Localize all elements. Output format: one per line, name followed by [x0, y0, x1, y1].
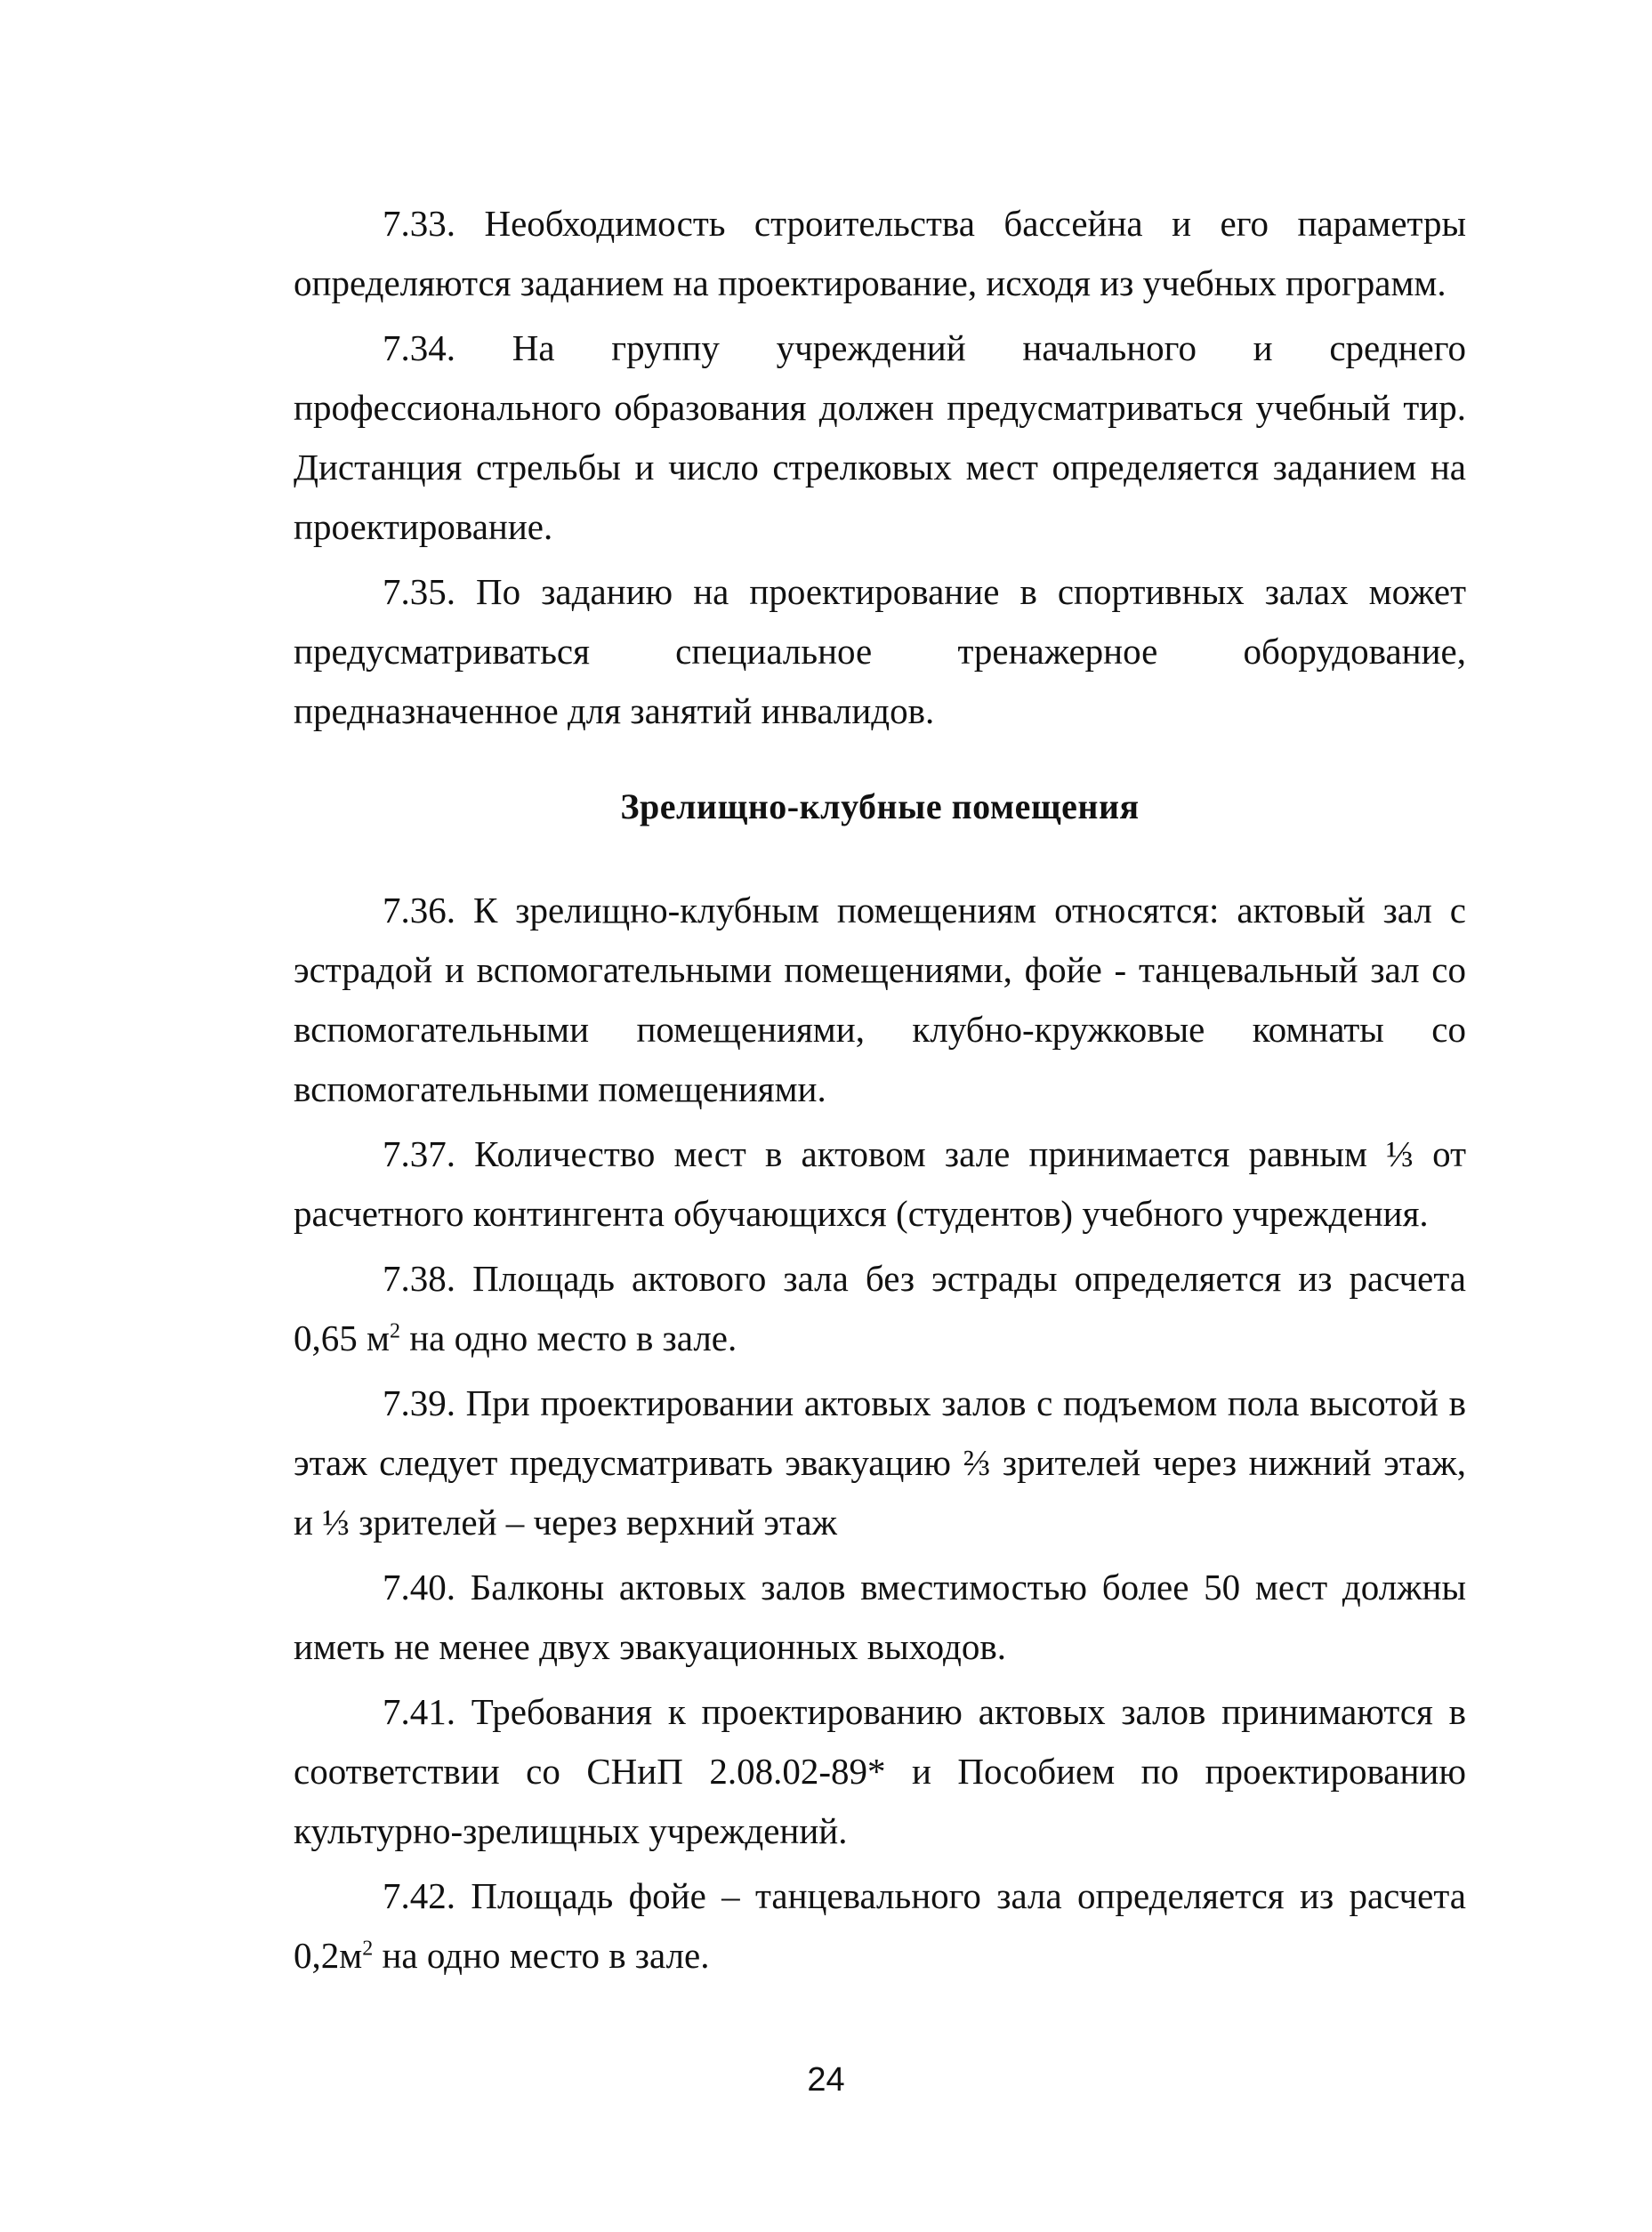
paragraph-7-34: 7.34. На группу учреждений начального и среднего профессионального образования должен предусматриваться учебный тир. Дистанция стрельбы и число стрелковых мест определяется заданием на проектирование.	[294, 327, 1466, 547]
paragraph-7-33: 7.33. Необходимость строительства бассейна и его параметры определяются заданием на проектирование, исходя из учебных программ.	[294, 203, 1466, 303]
page-content	[294, 194, 1466, 1986]
paragraph-7-38-tail: на одно место в зале.	[399, 1317, 737, 1358]
paragraph-7-42-text: 7.42. Площадь фойе – танцевального зала определяется из расчета 0,2м	[294, 1875, 1466, 1976]
paragraph-7-39: 7.39. При проектировании актовых залов с подъемом пола высотой в этаж следует предусматривать эвакуацию ⅔ зрителей через нижний этаж, и ⅓ зрителей – через верхний этаж	[294, 1382, 1466, 1543]
paragraph-7-42-tail: на одно место в зале.	[373, 1935, 710, 1976]
paragraph-7-40: 7.40. Балконы актовых залов вместимостью более 50 мест должны иметь не менее двух эвакуационных выходов.	[294, 1567, 1466, 1667]
paragraph-7-37: 7.37. Количество мест в актовом зале принимается равным ⅓ от расчетного контингента обучающихся (студентов) учебного учреждения.	[294, 1133, 1466, 1234]
page-number: 24	[807, 2061, 845, 2099]
section-heading: Зрелищно-клубные помещения	[620, 786, 1140, 826]
paragraph-7-38	[294, 1249, 1466, 1368]
paragraph-7-41: 7.41. Требования к проектированию актовых залов принимаются в соответствии со СНиП 2.08.02-89* и Пособием по проектированию культурно-зрелищных учреждений.	[294, 1691, 1466, 1851]
paragraph-7-35: 7.35. По заданию на проектирование в спортивных залах может предусматриваться специальное тренажерное оборудование, предназначенное для занятий инвалидов.	[294, 571, 1466, 731]
paragraph-7-42	[294, 1866, 1466, 1986]
superscript-2: 2	[389, 1319, 400, 1343]
paragraph-7-36: 7.36. К зрелищно-клубным помещениям относятся: актовый зал с эстрадой и вспомогательными помещениями, фойе - танцевальный зал со вспомогательными помещениями, клубно-кружковые комнаты со вспомогательными помещениями.	[294, 890, 1466, 1109]
superscript-2: 2	[362, 1937, 374, 1961]
paragraph-7-38-text: 7.38. Площадь актового зала без эстрады определяется из расчета 0,65 м	[294, 1258, 1466, 1358]
